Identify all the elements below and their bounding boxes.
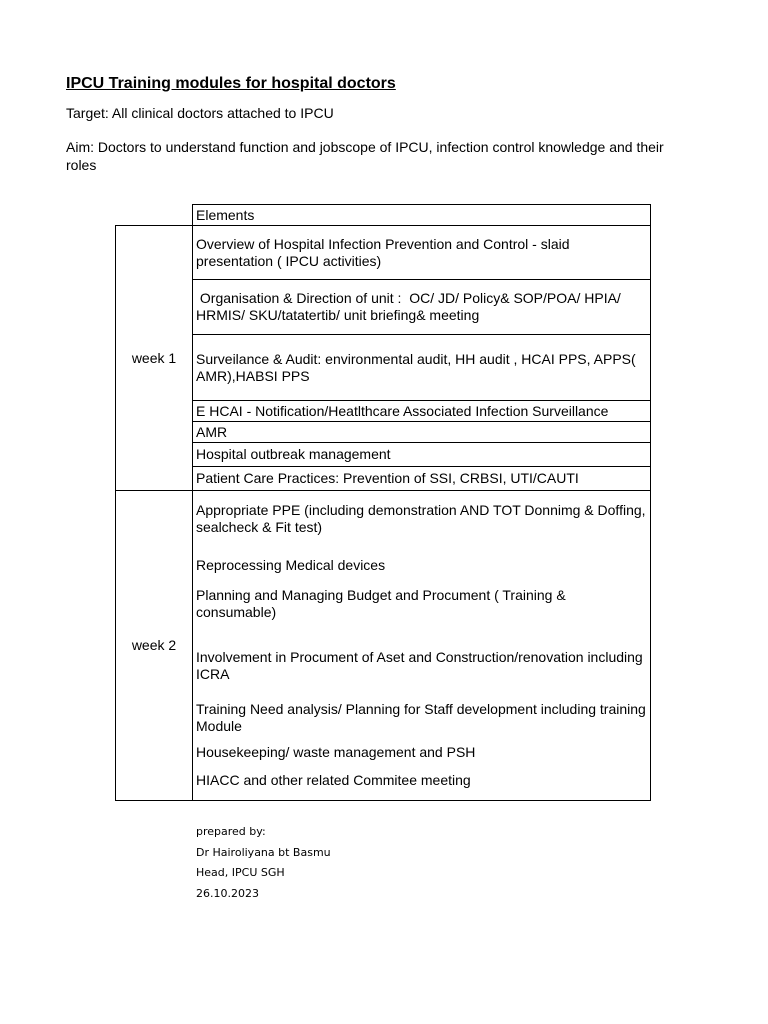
target-text: Target: All clinical doctors attached to IPCU bbox=[66, 105, 334, 121]
table-header-row bbox=[116, 205, 651, 226]
module-item: Overview of Hospital Infection Prevention and Control - slaid presentation ( IPCU activities) bbox=[193, 226, 651, 280]
week2-label: week 2 bbox=[116, 491, 193, 801]
module-item: HIACC and other related Commitee meeting bbox=[196, 772, 471, 788]
module-item: Surveilance & Audit: environmental audit, HH audit , HCAI PPS, APPS( AMR),HABSI PPS bbox=[193, 335, 651, 401]
elements-header: Elements bbox=[193, 205, 651, 226]
table-row bbox=[116, 467, 651, 491]
module-item: Involvement in Procument of Aset and Construction/renovation including ICRA bbox=[196, 649, 643, 682]
module-item: Planning and Managing Budget and Procument ( Training & consumable) bbox=[196, 587, 566, 620]
prepared-by-label: prepared by: bbox=[196, 825, 266, 838]
signature-block bbox=[196, 822, 331, 904]
module-item: AMR bbox=[193, 422, 651, 443]
module-item: E HCAI - Notification/Heatlthcare Associated Infection Surveillance bbox=[193, 401, 651, 422]
document-date: 26.10.2023 bbox=[196, 886, 259, 900]
empty-header-cell bbox=[116, 205, 193, 226]
module-item: Appropriate PPE (including demonstration AND TOT Donnimg & Doffing, sealcheck & Fit test) bbox=[196, 502, 646, 535]
module-item: Reprocessing Medical devices bbox=[196, 557, 386, 573]
table-row bbox=[116, 335, 651, 401]
week2-items-cell bbox=[193, 491, 651, 801]
aim-text: Aim: Doctors to understand function and jobscope of IPCU, infection control knowledge and their roles bbox=[66, 139, 664, 173]
module-item: Training Need analysis/ Planning for Staff development including training Module bbox=[196, 701, 646, 734]
author-name: Dr Hairoliyana bt Basmu bbox=[196, 845, 331, 859]
table-row bbox=[116, 280, 651, 335]
table-row bbox=[116, 443, 651, 467]
module-item: Hospital outbreak management bbox=[193, 443, 651, 467]
module-item: Organisation & Direction of unit : OC/ JD/ Policy& SOP/POA/ HPIA/ HRMIS/ SKU/tatatertib/ unit briefing& meeting bbox=[193, 280, 651, 335]
table-row bbox=[116, 226, 651, 280]
table-row bbox=[116, 401, 651, 422]
table-row bbox=[116, 491, 651, 801]
week1-label: week 1 bbox=[116, 226, 193, 491]
module-item: Housekeeping/ waste management and PSH bbox=[196, 744, 476, 760]
author-position: Head, IPCU SGH bbox=[196, 866, 285, 879]
modules-table bbox=[115, 204, 651, 801]
document-title: IPCU Training modules for hospital doctors bbox=[66, 75, 396, 92]
table-row bbox=[116, 422, 651, 443]
module-item: Patient Care Practices: Prevention of SSI, CRBSI, UTI/CAUTI bbox=[193, 467, 651, 491]
